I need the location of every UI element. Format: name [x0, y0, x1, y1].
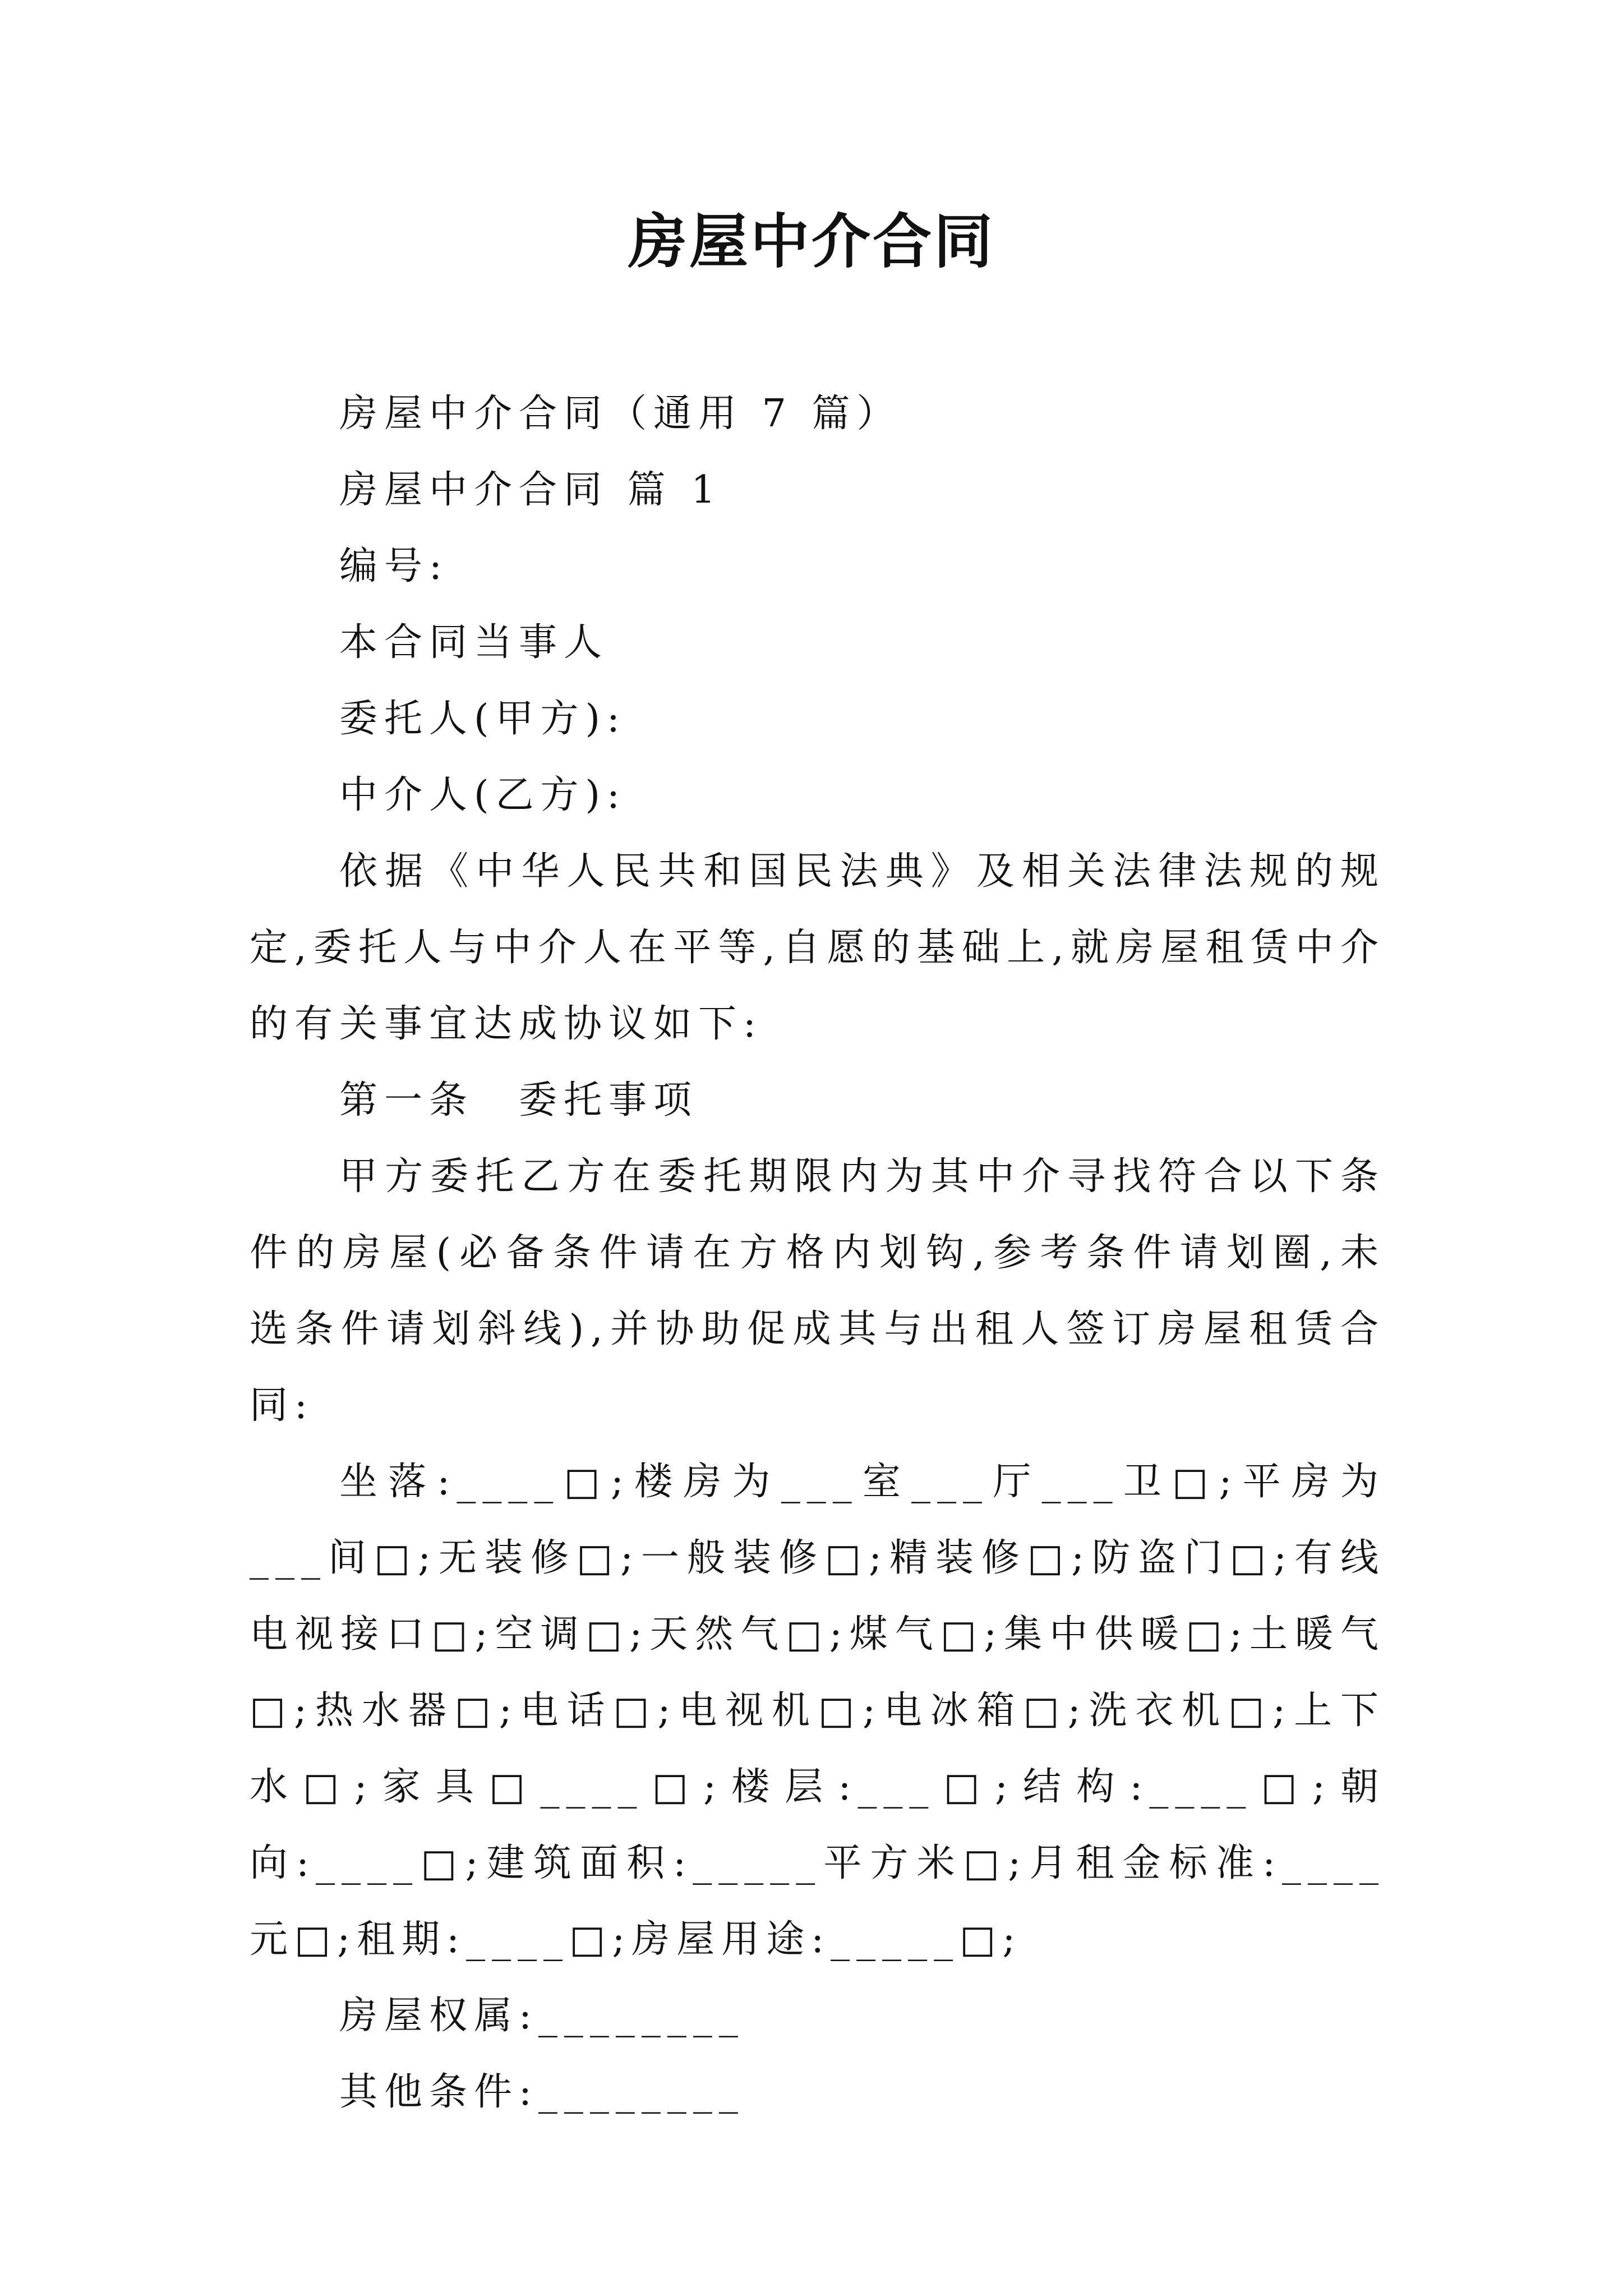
paragraph-party-a: 委托人(甲方):: [339, 697, 626, 741]
paragraph-article-1-heading: 第一条 委托事项: [339, 1078, 699, 1122]
paragraph-basis: 依据《中华人民共和国民法典》及相关法律法规的规定,委托人与中介人在平等,自愿的基础上,就房屋租赁中介的有关事宜达成协议如下:: [250, 849, 1385, 1046]
paragraph-other-conditions: 其他条件:________: [339, 2070, 745, 2114]
paragraph-subtitle: 房屋中介合同（通用 7 篇）: [339, 392, 902, 436]
paragraph-conditions: 坐落:____□;楼房为___室___厅___卫□;平房为___间□;无装修□;一般装修□;精装修□;防盗门□;有线电视接口□;空调□;天然气□;煤气□;集中供暖□;土暖气□;热水器□;电话□;电视机□;电冰箱□;洗衣机□;上下水□;家具□____□;楼层:___□;结构:____□;朝向:____□;建筑面积:_____平方米□;月租金标准:____元□;租期:____□;房屋用途:_____□;: [250, 1460, 1385, 1962]
paragraph-section-heading: 房屋中介合同 篇 1: [339, 468, 722, 512]
paragraph-number: 编号:: [339, 544, 449, 588]
paragraph-party-b: 中介人(乙方):: [339, 773, 626, 817]
paragraph-ownership: 房屋权属:________: [339, 1994, 745, 2038]
paragraph-parties: 本合同当事人: [339, 620, 609, 665]
document-body: [250, 376, 1385, 2131]
paragraph-article-1-body: 甲方委托乙方在委托期限内为其中介寻找符合以下条件的房屋(必备条件请在方格内划钩,参考条件请划圈,未选条件请划斜线),并协助促成其与出租人签订房屋租赁合同:: [250, 1154, 1385, 1428]
document-title: 房屋中介合同: [628, 206, 995, 276]
